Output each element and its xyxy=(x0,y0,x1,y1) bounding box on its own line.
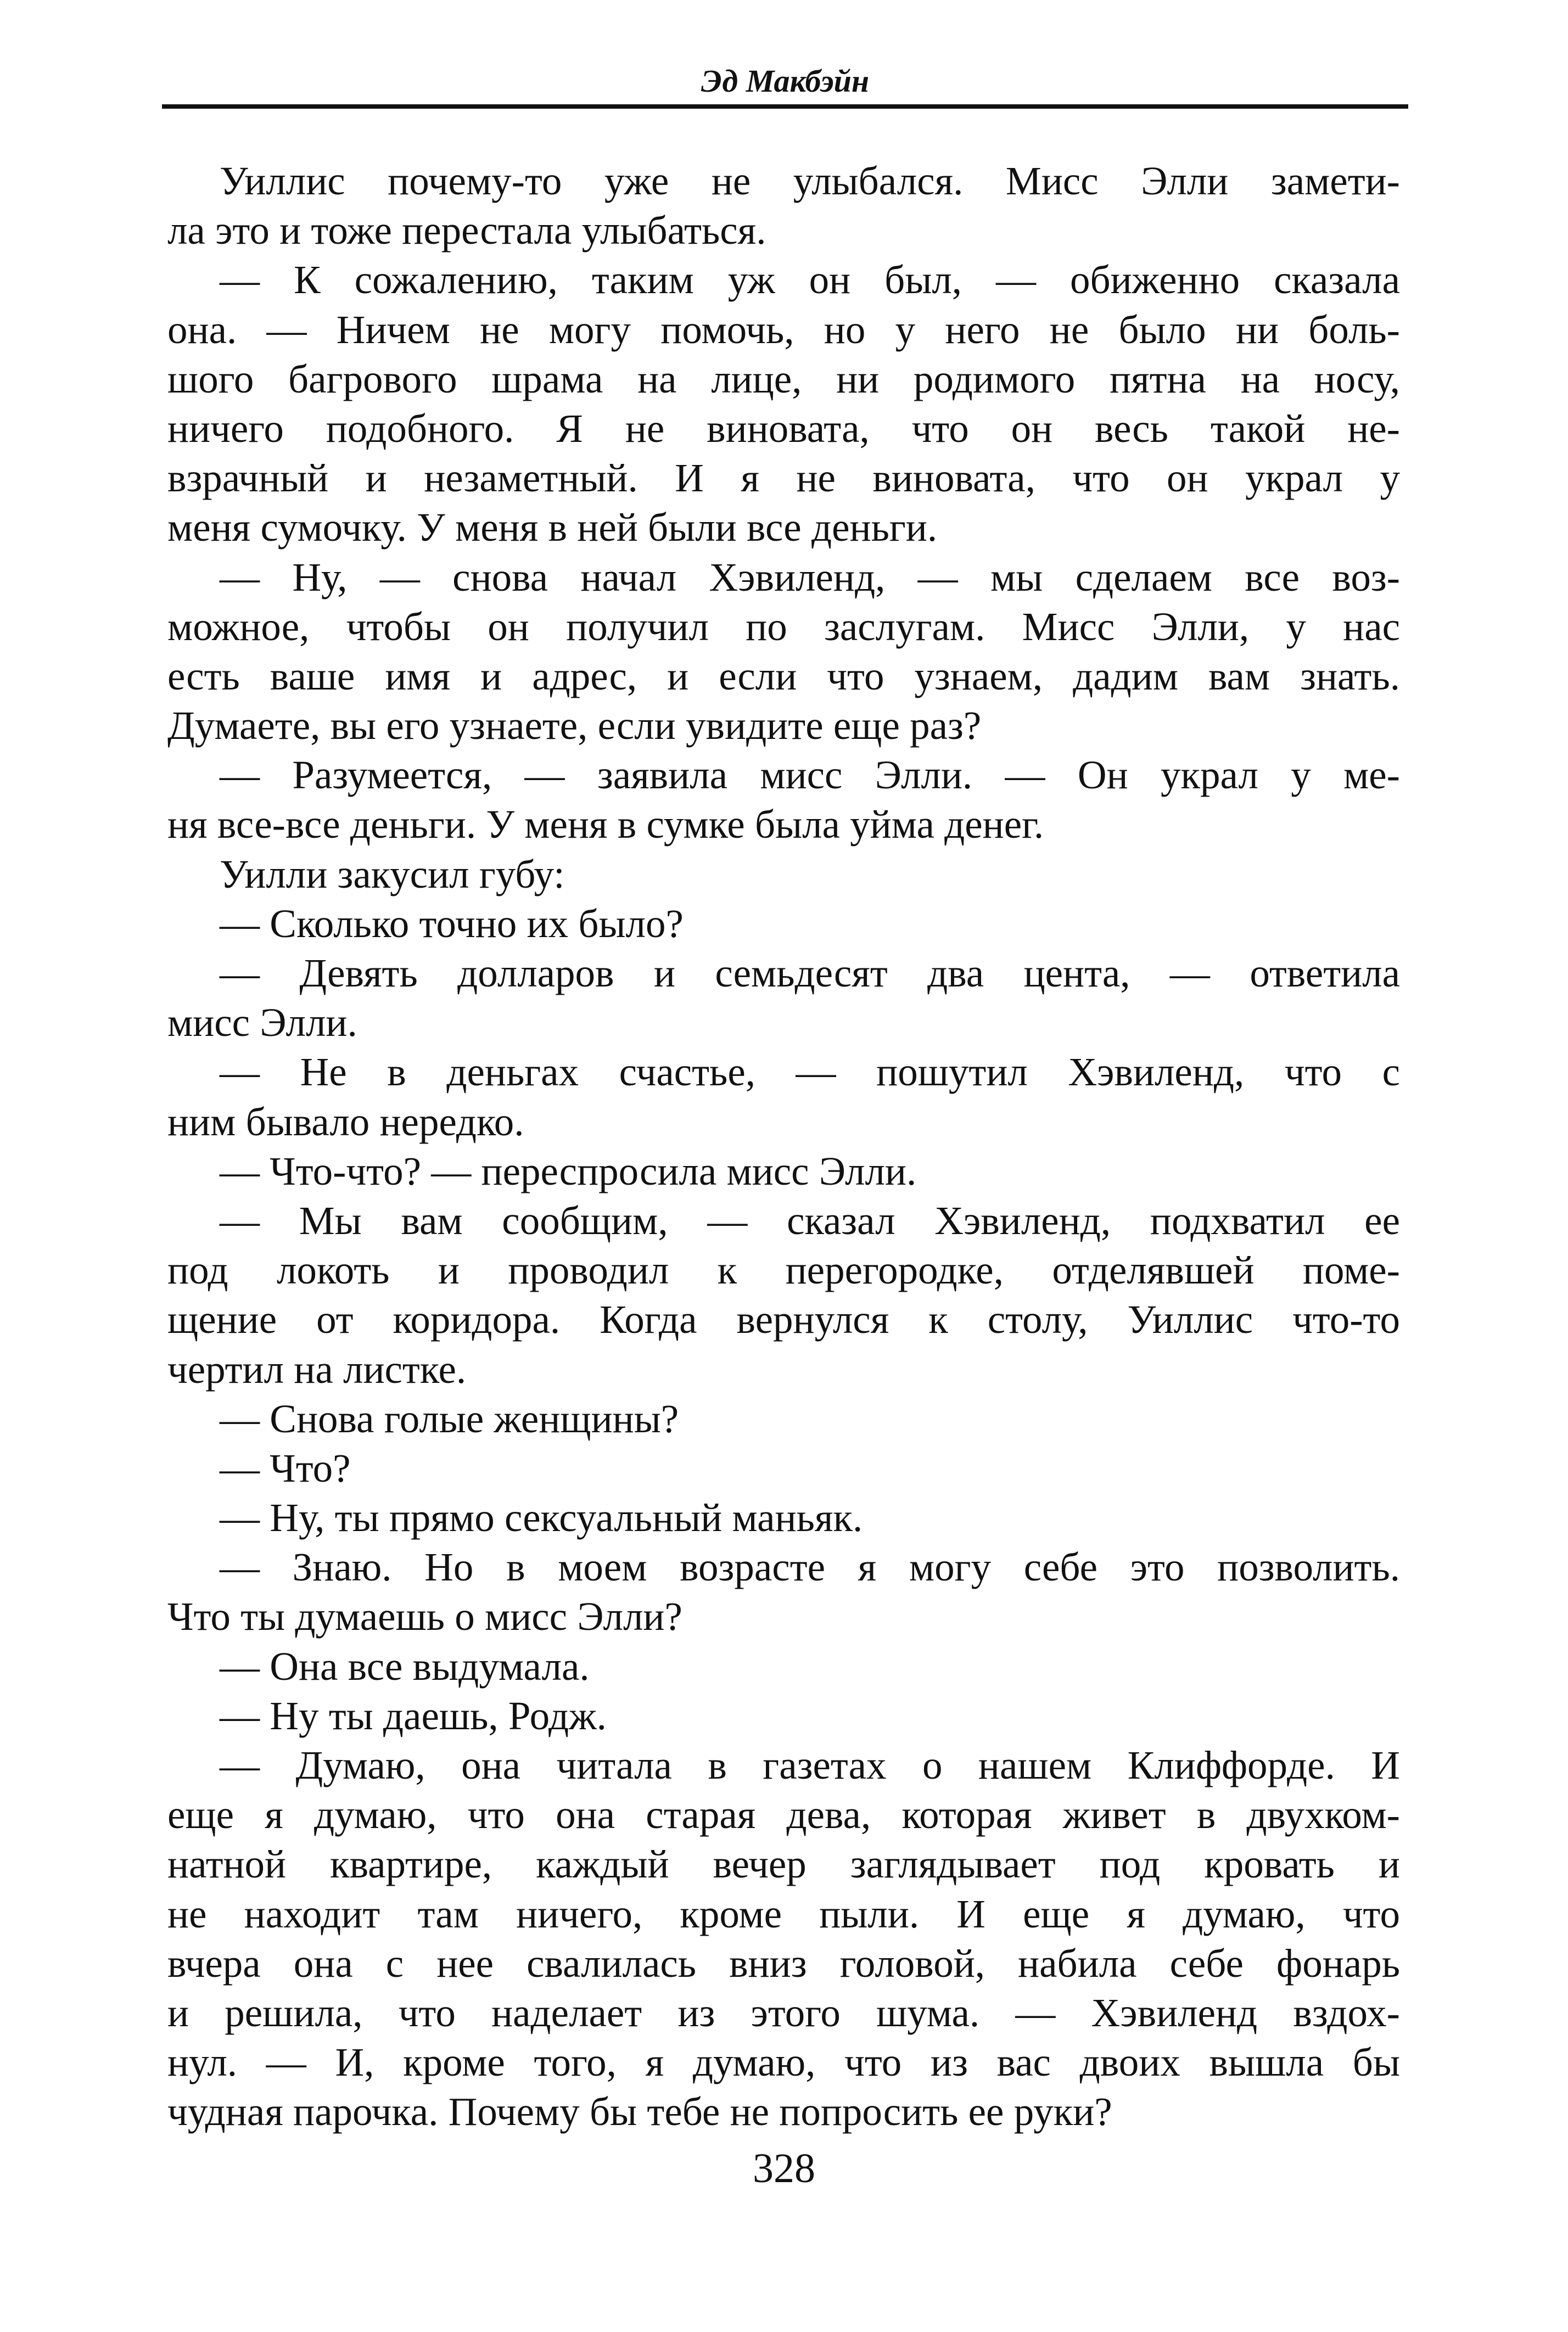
text-line: шого багрового шрама на лице, ни родимого пятна на носу, xyxy=(167,356,1400,401)
text-line: — Ну, — снова начал Хэвиленд, — мы сделаем все воз- xyxy=(220,554,1400,599)
text-line: взрачный и незаметный. И я не виновата, что он украл у xyxy=(167,456,1400,501)
text-line: — Девять долларов и семьдесят два цента, — ответила xyxy=(220,951,1400,995)
page-body xyxy=(167,156,1400,2137)
page-number: 328 xyxy=(753,2145,815,2191)
text-line: ла это и тоже перестала улыбаться. xyxy=(167,208,766,253)
text-line: под локоть и проводил к перегородке, отделявшей поме- xyxy=(167,1248,1400,1293)
text-line: Думаете, вы его узнаете, если увидите еще раз? xyxy=(167,703,982,748)
text-line: — Снова голые женщины? xyxy=(220,1396,679,1441)
text-line: ним бывало нередко. xyxy=(167,1099,524,1144)
text-line: — Не в деньгах счастье, — пошутил Хэвиленд, что с xyxy=(220,1050,1400,1095)
text-line: чертил на листке. xyxy=(167,1347,467,1392)
text-line: — Ну ты даешь, Родж. xyxy=(220,1693,607,1738)
text-line: — Знаю. Но в моем возрасте я могу себе это позволить. xyxy=(220,1545,1400,1590)
text-line: — Думаю, она читала в газетах о нашем Клиффорде. И xyxy=(220,1743,1400,1787)
text-line: ня все-все деньги. У меня в сумке была уйма денег. xyxy=(167,802,1044,847)
text-line: — К сожалению, таким уж он был, — обиженно сказала xyxy=(220,257,1400,302)
text-line: ничего подобного. Я не виновата, что он весь такой не- xyxy=(167,406,1400,451)
text-line: — Сколько точно их было? xyxy=(220,901,684,946)
text-line: еще я думаю, что она старая дева, которая живет в двухком- xyxy=(167,1792,1400,1837)
header-rule xyxy=(162,104,1408,109)
text-line: — Она все выдумала. xyxy=(220,1644,590,1689)
text-line: меня сумочку. У меня в ней были все деньги. xyxy=(167,505,938,550)
text-line: Уиллис почему-то уже не улыбался. Мисс Элли замети- xyxy=(220,159,1400,203)
text-line: можное, чтобы он получил по заслугам. Мисс Элли, у нас xyxy=(167,604,1400,649)
text-line: и решила, что наделает из этого шума. — Хэвиленд вздох- xyxy=(167,1990,1400,2035)
text-line: мисс Элли. xyxy=(167,1000,357,1045)
text-line: — Что? xyxy=(220,1445,351,1490)
text-line: нул. — И, кроме того, я думаю, что из вас двоих вышла бы xyxy=(167,2040,1400,2085)
text-line: — Что-что? — переспросила мисс Элли. xyxy=(220,1148,917,1193)
text-line: она. — Ничем не могу помочь, но у него не было ни боль- xyxy=(167,307,1400,352)
running-head: Эд Макбэйн xyxy=(701,63,870,99)
text-line: щение от коридора. Когда вернулся к столу, Уиллис что-то xyxy=(167,1297,1400,1342)
text-line: не находит там ничего, кроме пыли. И еще я думаю, что xyxy=(167,1891,1400,1936)
text-line: Уилли закусил губу: xyxy=(220,851,565,896)
text-line: Что ты думаешь о мисс Элли? xyxy=(167,1594,682,1639)
text-line: есть ваше имя и адрес, и если что узнаем, дадим вам знать. xyxy=(167,653,1400,698)
text-line: натной квартире, каждый вечер заглядывает под кровать и xyxy=(167,1842,1400,1887)
text-line: вчера она с нее свалилась вниз головой, набила себе фонарь xyxy=(167,1941,1400,1986)
text-line: — Разумеется, — заявила мисс Элли. — Он украл у ме- xyxy=(220,753,1400,798)
text-line: — Ну, ты прямо сексуальный маньяк. xyxy=(220,1495,863,1540)
text-line: чудная парочка. Почему бы тебе не попросить ее руки? xyxy=(167,2089,1112,2134)
text-line: — Мы вам сообщим, — сказал Хэвиленд, подхватил ее xyxy=(220,1198,1400,1243)
